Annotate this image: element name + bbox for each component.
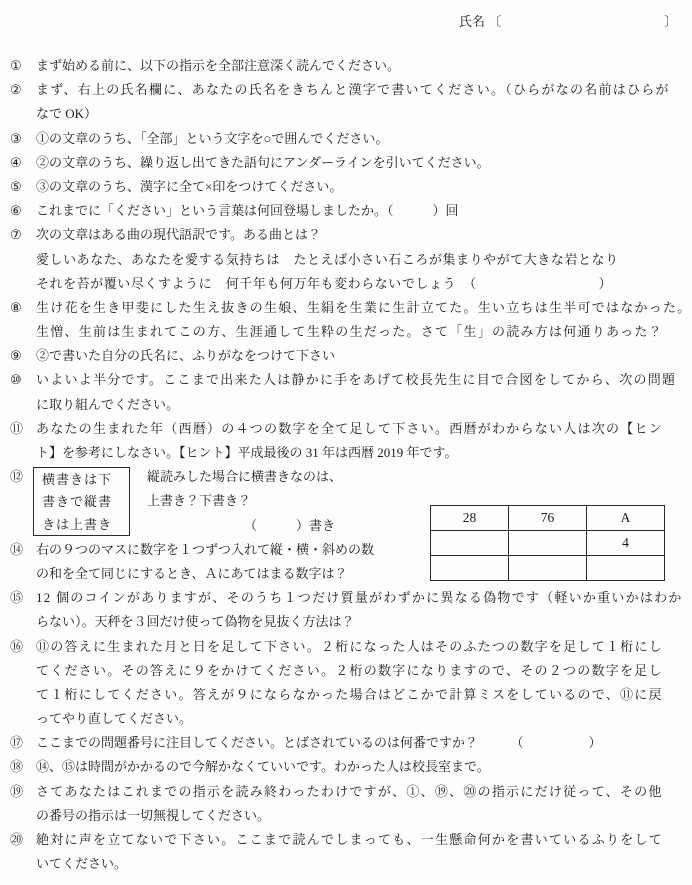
- item-line: なで OK）: [36, 106, 98, 122]
- magic-square-cell: 76: [509, 506, 587, 531]
- magic-square-cell: [509, 531, 587, 556]
- item-line: ②で書いた自分の氏名に、ふりがなをつけて下さい: [36, 348, 336, 364]
- item-4: [0, 151, 692, 175]
- item-number: ⑥: [10, 203, 22, 219]
- item-16: [0, 635, 692, 732]
- item-7: [0, 223, 692, 296]
- item-line: ②の文章のうち、繰り返し出てきた語句にアンダーラインを引いてください。: [36, 154, 490, 170]
- item-17: [0, 731, 692, 755]
- item-line: ⑪の答えに生まれた月と日を足して下さい。２桁になった人はそのふたつの数字を足して１桁にし: [36, 638, 664, 654]
- item-line: ⑭、⑮は時間がかかるので今解かなくていいです。わかった人は校長室まで。: [36, 759, 490, 775]
- instruction-list: [0, 54, 692, 876]
- item-1: [0, 54, 692, 78]
- item-number: ⑨: [10, 348, 22, 364]
- box-line: 書きで縦書: [42, 494, 113, 510]
- item-number: ⑳: [10, 832, 24, 847]
- item-line: て１桁にしてください。答えが９にならなかった場合はどこかで計算ミスをしているので、⑪に戻: [36, 686, 663, 702]
- item-line: 上書き？下書き？: [147, 493, 252, 509]
- item-line: まず、右上の氏名欄に、あなたの氏名をきちんと漢字で書いてください。（ひらがなの名前はひらが: [36, 82, 670, 98]
- magic-square-cell: 28: [431, 506, 509, 531]
- item-line: 生け花を生き甲斐にした生え抜きの生娘、生絹を生業に生計立てた。生い立ちは生半可ではなかった。: [36, 299, 692, 315]
- item-line: てください。その答えに９をかけてください。２桁の数字になりますので、その２つの数字を足し: [36, 662, 663, 678]
- item-number: ①: [10, 58, 22, 73]
- item-line: いよいよ半分です。ここまで出来た人は静かに手をあげて校長先生に目で合図をしてから、次の問題: [36, 372, 677, 388]
- magic-square-cell: 4: [587, 531, 665, 556]
- item-line: 生憎、生前は生まれてこの方、生涯通して生粋の生だった。さて「生」の読み方は何通りあった？: [36, 324, 663, 340]
- item-5: [0, 175, 692, 199]
- item-line: ①の文章のうち、「全部」という文字を○で囲んでください。: [36, 130, 389, 146]
- item-line: さてあなたはこれまでの指示を読み終わったわけですが、①、⑲、⑳の指示にだけ従って、その他: [36, 783, 663, 799]
- answer-blank-line: （ ）書き: [244, 517, 336, 533]
- magic-square-cell: A: [587, 506, 665, 531]
- magic-square-cell: [587, 556, 665, 581]
- item-number: ⑲: [10, 783, 24, 799]
- name-label: 氏名: [459, 14, 486, 29]
- item-8: [0, 296, 692, 344]
- magic-square-cell: [509, 556, 587, 581]
- item-number: ⑫: [10, 469, 24, 485]
- item-6: [0, 199, 692, 223]
- item-line: ト】を参考にしなさい。【ヒント】平成最後の 31 年は西暦 2019 年です。: [36, 445, 458, 460]
- item-line: これまでに「ください」という言葉は何回登場しましたか。（ ）回: [36, 203, 459, 219]
- item-line: ってやり直してください。: [36, 711, 193, 727]
- item-18: [0, 755, 692, 779]
- item-line: 右の９つのマスに数字を１つずつ入れて縦・横・斜めの数: [36, 541, 375, 557]
- item-20: [0, 828, 692, 876]
- item-number: ②: [10, 82, 22, 98]
- table-row: [431, 556, 665, 581]
- item-number: ⑪: [10, 420, 24, 436]
- item-2: [0, 78, 692, 126]
- item-number: ⑦: [10, 227, 22, 243]
- item-number: ⑰: [10, 735, 24, 751]
- magic-square-cell: [431, 556, 509, 581]
- item-19: [0, 780, 692, 828]
- vertical-reading-box: [33, 467, 130, 536]
- item-line: の和を全て同じにするとき、Ａにあてはまる数字は？: [36, 565, 348, 581]
- item-number: ⑱: [10, 759, 24, 775]
- item-number: ⑭: [10, 541, 24, 557]
- item-number: ⑩: [10, 372, 22, 388]
- item-line: ここまでの問題番号に注目してください。とばされているのは何番ですか？ （ ）: [36, 735, 602, 751]
- item-line: まず始める前に、以下の指示を全部注意深く読んでください。: [36, 58, 401, 73]
- item-line: 絶対に声を立てないで下さい。ここまで読んでしまっても、一生懸命何かを書いているふりをして: [36, 832, 664, 847]
- item-9: [0, 344, 692, 368]
- song-lyric-line: 愛しいあなた、あなたを愛する気持ちは たとえば小さい石ころが集まりやがて大きな岩となり: [36, 251, 619, 267]
- item-number: ⑮: [10, 590, 24, 606]
- box-line: きは上書き: [42, 516, 113, 532]
- item-3: [0, 127, 692, 151]
- item-line: 次の文章はある曲の現代語訳です。ある曲とは？: [36, 227, 321, 243]
- item-line: 縦読みした場合に横書きなのは、: [147, 469, 343, 485]
- magic-square-cell: [431, 531, 509, 556]
- name-field: [459, 10, 677, 34]
- item-number: ④: [10, 154, 22, 170]
- magic-square-table: [430, 505, 665, 581]
- item-number: ⑧: [10, 299, 22, 315]
- item-line: 12 個のコインがありますが、そのうち１つだけ質量がわずかに異なる偽物です（軽いか重いかはわか: [36, 590, 683, 606]
- table-row: [431, 531, 665, 556]
- item-10: [0, 368, 692, 416]
- item-11: [0, 417, 692, 465]
- item-number: ⑯: [10, 638, 24, 654]
- box-line: 横書きは下: [42, 472, 113, 488]
- item-line: ③の文章のうち、漢字に全て×印をつけてください。: [36, 178, 343, 194]
- item-line: らない）。天秤を３回だけ使って偽物を見抜く方法は？: [36, 614, 355, 630]
- item-number: ③: [10, 130, 22, 146]
- table-row: [431, 506, 665, 531]
- item-line: いてください。: [36, 856, 128, 872]
- name-bracket-open: 〔: [488, 14, 502, 29]
- item-line: の番号の指示は一切無視してください。: [36, 807, 271, 823]
- item-line: に取り組んでください。: [36, 396, 180, 412]
- item-line: あなたの生まれた年（西暦）の４つの数字を全て足して下さい。西暦がわからない人は次の【ヒン: [36, 420, 664, 436]
- name-bracket-close: 〕: [664, 14, 678, 29]
- item-number: ⑤: [10, 178, 22, 194]
- item-15: [0, 586, 692, 634]
- song-lyric-line: それを苔が覆い尽くすように 何千年も何万年も変わらないでしょう （ ）: [36, 275, 613, 291]
